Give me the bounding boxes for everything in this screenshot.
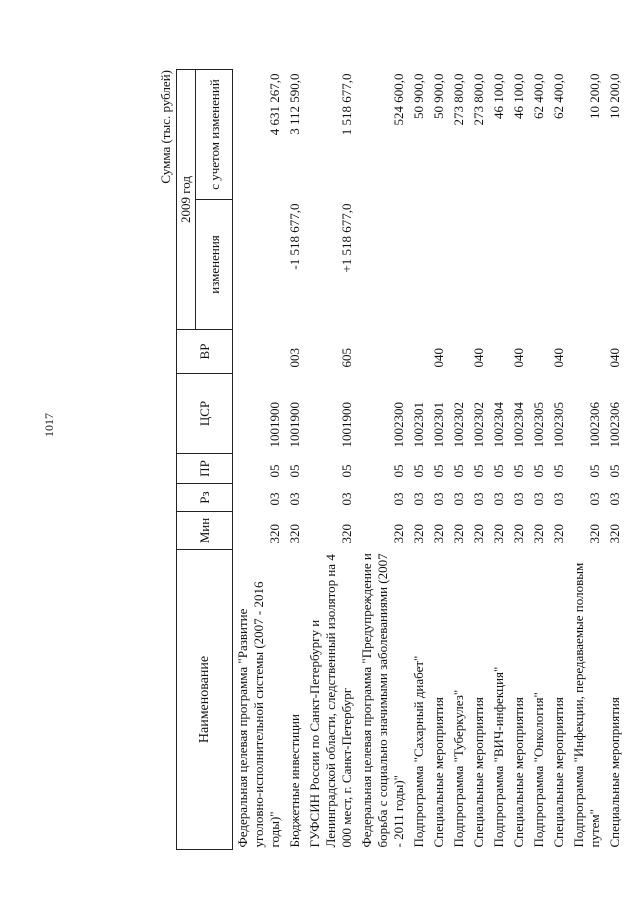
cell-min: 320 xyxy=(551,524,566,544)
header-with-changes: с учетом изменений xyxy=(196,70,233,200)
cell-total: 10 200,0 xyxy=(607,73,622,119)
cell-name: Специальные мероприятия xyxy=(471,697,486,848)
cell-min: 320 xyxy=(531,524,546,544)
cell-pr: 05 xyxy=(471,464,486,478)
header-min: Мин xyxy=(177,512,233,550)
cell-rz: 03 xyxy=(511,492,526,506)
cell-pr: 05 xyxy=(491,464,506,478)
cell-name: Специальные мероприятия xyxy=(607,697,622,848)
table-row xyxy=(233,70,286,850)
table-row xyxy=(469,70,489,850)
cell-min: 320 xyxy=(411,524,426,544)
cell-rz: 03 xyxy=(607,492,622,506)
cell-rz: 03 xyxy=(551,492,566,506)
header-pr: ПР xyxy=(177,454,233,484)
table-row xyxy=(429,70,449,850)
cell-csr: 1002305 xyxy=(531,402,546,448)
cell-min: 320 xyxy=(451,524,466,544)
units-label: Сумма (тыс. рублей) xyxy=(158,70,173,184)
cell-csr: 1001900 xyxy=(339,402,354,448)
rotated-table-page xyxy=(158,70,640,850)
cell-change: -1 518 677,0 xyxy=(287,203,302,270)
cell-csr: 1002305 xyxy=(551,402,566,448)
cell-name: Подпрограмма "Туберкулез" xyxy=(451,689,466,848)
cell-rz: 03 xyxy=(471,492,486,506)
cell-total: 62 400,0 xyxy=(551,73,566,119)
table-body xyxy=(233,70,626,850)
cell-name: Специальные мероприятия xyxy=(431,697,446,848)
cell-total: 50 900,0 xyxy=(411,73,426,119)
page-number: 1017 xyxy=(42,413,56,437)
table-row xyxy=(357,70,409,850)
cell-rz: 03 xyxy=(451,492,466,506)
cell-csr: 1002306 xyxy=(607,402,622,448)
cell-rz: 03 xyxy=(287,492,302,506)
cell-total: 62 400,0 xyxy=(531,73,546,119)
cell-total: 273 800,0 xyxy=(451,73,466,126)
cell-rz: 03 xyxy=(491,492,506,506)
table-row xyxy=(605,70,625,850)
cell-min: 320 xyxy=(431,524,446,544)
cell-pr: 05 xyxy=(531,464,546,478)
cell-pr: 05 xyxy=(267,464,282,478)
cell-vr: 605 xyxy=(339,348,354,368)
cell-vr xyxy=(569,330,605,374)
cell-name: Специальные мероприятия xyxy=(511,697,526,848)
cell-change xyxy=(357,200,409,330)
cell-csr: 1001900 xyxy=(267,402,282,448)
cell-pr: 05 xyxy=(411,464,426,478)
cell-pr: 05 xyxy=(451,464,466,478)
cell-change xyxy=(429,200,449,330)
cell-total: 46 100,0 xyxy=(491,73,506,119)
cell-csr: 1002301 xyxy=(431,402,446,448)
cell-vr xyxy=(489,330,509,374)
cell-rz: 03 xyxy=(339,492,354,506)
header-vr: ВР xyxy=(177,330,233,374)
table-row xyxy=(549,70,569,850)
cell-rz: 03 xyxy=(531,492,546,506)
cell-change xyxy=(569,200,605,330)
cell-min: 320 xyxy=(267,524,282,544)
cell-pr: 05 xyxy=(551,464,566,478)
cell-csr: 1002306 xyxy=(587,402,602,448)
cell-vr: 003 xyxy=(287,348,302,368)
cell-name: Бюджетные инвестиции xyxy=(287,714,302,848)
cell-pr: 05 xyxy=(339,464,354,478)
cell-min: 320 xyxy=(339,524,354,544)
cell-rz: 03 xyxy=(431,492,446,506)
header-rz: Рз xyxy=(177,484,233,512)
cell-change xyxy=(529,200,549,330)
cell-vr xyxy=(357,330,409,374)
cell-change xyxy=(409,200,429,330)
table-row xyxy=(305,70,357,850)
cell-total: 10 200,0 xyxy=(587,73,602,119)
cell-total: 1 518 677,0 xyxy=(339,73,354,136)
cell-name: Подпрограмма "Инфекции, передаваемые половым путем" xyxy=(571,562,602,848)
table-row xyxy=(509,70,529,850)
header-csr: ЦСР xyxy=(177,374,233,454)
cell-vr xyxy=(409,330,429,374)
cell-csr: 1002302 xyxy=(451,402,466,448)
cell-rz: 03 xyxy=(391,492,406,506)
cell-total: 524 600,0 xyxy=(391,73,406,126)
cell-total: 273 800,0 xyxy=(471,73,486,126)
cell-change: +1 518 677,0 xyxy=(339,203,354,273)
cell-rz: 03 xyxy=(411,492,426,506)
cell-vr: 040 xyxy=(551,348,566,368)
cell-name: ГУФСИН России по Санкт-Петербургу и Ленинградской области, следственный изолятор на 4 000 мест, г. Санкт-Петербург xyxy=(307,554,354,848)
cell-csr: 1002304 xyxy=(511,402,526,448)
cell-change xyxy=(233,200,286,330)
table-row xyxy=(285,70,305,850)
table-row xyxy=(569,70,605,850)
cell-vr: 040 xyxy=(431,348,446,368)
cell-pr: 05 xyxy=(587,464,602,478)
cell-change xyxy=(509,200,529,330)
cell-min: 320 xyxy=(287,524,302,544)
cell-rz: 03 xyxy=(587,492,602,506)
cell-change xyxy=(549,200,569,330)
cell-pr: 05 xyxy=(287,464,302,478)
header-year: 2009 год xyxy=(177,70,196,330)
table-row xyxy=(449,70,469,850)
cell-name: Федеральная целевая программа "Предупреждение и борьба с социально значимыми заболеваниями (2007 - 2011 годы)" xyxy=(359,553,406,848)
cell-vr: 040 xyxy=(511,348,526,368)
cell-name: Подпрограмма "ВИЧ-инфекция" xyxy=(491,666,506,848)
cell-csr: 1002300 xyxy=(391,402,406,448)
cell-change xyxy=(469,200,489,330)
cell-min: 320 xyxy=(471,524,486,544)
cell-vr: 040 xyxy=(607,348,622,368)
cell-name: Федеральная целевая программа "Развитие уголовно-исполнительной системы (2007 - 2016 годы)" xyxy=(235,581,282,848)
cell-name: Специальные мероприятия xyxy=(551,697,566,848)
cell-change xyxy=(449,200,469,330)
cell-rz: 03 xyxy=(267,492,282,506)
cell-name: Подпрограмма "Сахарный диабет" xyxy=(411,655,426,848)
cell-csr: 1002302 xyxy=(471,402,486,448)
header-name: Наименование xyxy=(177,550,233,850)
cell-vr: 040 xyxy=(471,348,486,368)
cell-vr xyxy=(449,330,469,374)
cell-vr xyxy=(233,330,286,374)
cell-total: 50 900,0 xyxy=(431,73,446,119)
cell-min: 320 xyxy=(607,524,622,544)
cell-pr: 05 xyxy=(511,464,526,478)
cell-change xyxy=(605,200,625,330)
header-changes: изменения xyxy=(196,200,233,330)
budget-table xyxy=(176,69,625,850)
cell-vr xyxy=(529,330,549,374)
cell-min: 320 xyxy=(491,524,506,544)
cell-name: Подпрограмма "Онкология" xyxy=(531,692,546,848)
cell-min: 320 xyxy=(587,524,602,544)
cell-total: 3 112 590,0 xyxy=(287,73,302,135)
cell-total: 46 100,0 xyxy=(511,73,526,119)
cell-change xyxy=(489,200,509,330)
cell-csr: 1002301 xyxy=(411,402,426,448)
cell-csr: 1002304 xyxy=(491,402,506,448)
cell-pr: 05 xyxy=(431,464,446,478)
cell-min: 320 xyxy=(511,524,526,544)
cell-pr: 05 xyxy=(391,464,406,478)
table-row xyxy=(529,70,549,850)
cell-min: 320 xyxy=(391,524,406,544)
table-row xyxy=(409,70,429,850)
cell-pr: 05 xyxy=(607,464,622,478)
table-row xyxy=(489,70,509,850)
cell-total: 4 631 267,0 xyxy=(267,73,282,136)
cell-csr: 1001900 xyxy=(287,402,302,448)
